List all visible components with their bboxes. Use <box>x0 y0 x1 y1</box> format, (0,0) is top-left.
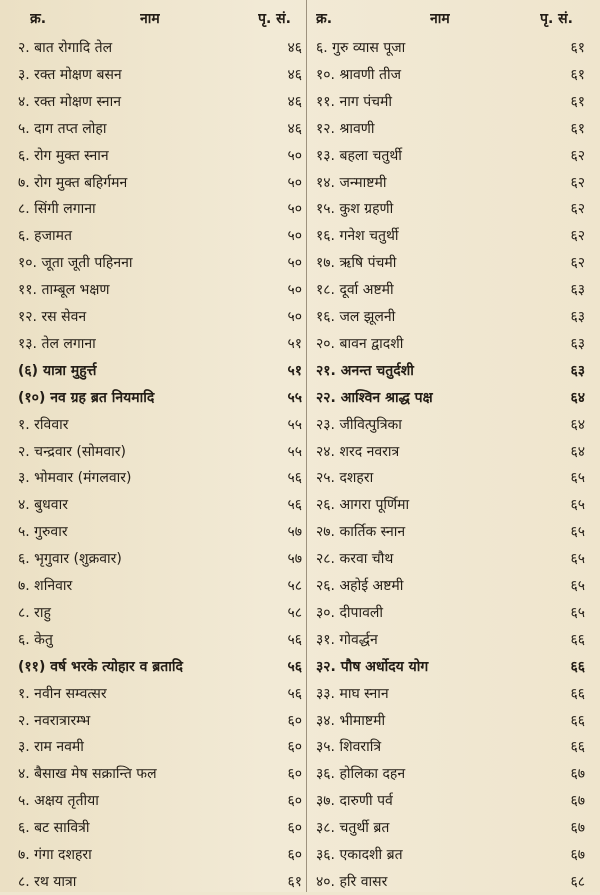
right-entry-name: ३६. होलिका दहन <box>316 766 406 783</box>
left-entry-page: ५० <box>287 309 302 325</box>
right-entry-page: ६५ <box>570 551 585 568</box>
right-entry-name: ४०. हरि वासर <box>316 873 388 890</box>
right-entry-page: ६७ <box>570 793 585 810</box>
left-entry-name: ८. रथ यात्रा <box>18 873 77 890</box>
table-row <box>0 62 600 88</box>
right-entry-name: ३२. पौष अर्धोदय योग <box>316 658 429 675</box>
left-entry-name: २. चन्द्रवार (सोमवार) <box>18 443 126 460</box>
left-entry-page: ६० <box>287 766 302 783</box>
left-entry-name: ४. बैसाख मेष सक्रान्ति फल <box>18 766 157 783</box>
right-entry-name: २५. दशहरा <box>316 470 374 487</box>
right-entry-page: ६५ <box>570 470 585 487</box>
header-prishth-2: पृ. सं. <box>540 11 573 27</box>
right-entry-page: ६६ <box>570 685 585 702</box>
right-entry-page: ६२ <box>570 147 585 164</box>
right-entry-page: ६२ <box>570 255 585 272</box>
right-entry-name: १४. जन्माष्टमी <box>316 174 387 191</box>
right-entry-page: ६७ <box>570 766 585 783</box>
left-entry-name: ८. सिंगी लगाना <box>18 201 96 218</box>
right-entry-page: ६७ <box>570 820 585 837</box>
table-row <box>0 385 600 411</box>
right-entry-name: १८. दूर्वा अष्टमी <box>316 282 394 299</box>
right-entry-page: ६६ <box>570 658 585 675</box>
right-entry-name: १७. ऋषि पंचमी <box>316 255 397 272</box>
left-entry-page: ५१ <box>287 335 302 352</box>
left-entry-name: ३. राम नवमी <box>18 739 84 756</box>
left-entry-page: ५० <box>287 201 302 218</box>
left-entry-page: ५६ <box>287 658 302 675</box>
right-entry-name: २७. कार्तिक स्नान <box>316 524 406 541</box>
table-row <box>0 223 600 249</box>
table-row <box>0 546 600 572</box>
table-row <box>0 465 600 491</box>
right-entry-name: ३७. दारुणी पर्व <box>316 793 393 810</box>
left-entry-name: २. नवरात्रारम्भ <box>18 712 91 729</box>
left-entry-name: १२. रस सेवन <box>18 309 87 325</box>
right-entry-page: ६१ <box>570 93 585 110</box>
right-entry-name: २१. अनन्त चतुर्दशी <box>316 362 414 379</box>
left-entry-name: ५. गुरुवार <box>18 524 68 541</box>
right-entry-page: ६५ <box>570 578 585 594</box>
right-entry-page: ६१ <box>570 120 585 137</box>
table-row <box>0 842 600 868</box>
left-entry-name: १०. जूता जूती पहिनना <box>18 255 133 272</box>
left-entry-name: २. बात रोगादि तेल <box>18 40 113 56</box>
left-entry-page: ५६ <box>287 631 302 648</box>
table-row <box>0 492 600 518</box>
table-row <box>0 358 600 384</box>
right-entry-name: २०. बावन द्वादशी <box>316 335 404 352</box>
left-entry-name: ८. राहु <box>18 604 51 621</box>
left-entry-page: ५८ <box>287 604 302 621</box>
table-row <box>0 869 600 895</box>
table-row <box>0 35 600 61</box>
header-naam: नाम <box>140 11 160 27</box>
right-entry-page: ६६ <box>570 631 585 648</box>
left-entry-name: ६. बट सावित्री <box>18 820 90 837</box>
right-entry-name: २६. अहोई अष्टमी <box>316 578 404 594</box>
right-entry-name: २६. आगरा पूर्णिमा <box>316 497 410 514</box>
left-entry-page: ५८ <box>287 578 302 594</box>
right-entry-page: ६३ <box>570 309 585 325</box>
right-entry-name: १२. श्रावणी <box>316 120 375 137</box>
right-entry-name: १६. गनेश चतुर्थी <box>316 228 399 245</box>
right-entry-name: ३४. भीमाष्टमी <box>316 712 386 729</box>
table-row <box>0 681 600 707</box>
left-entry-name: १. रविवार <box>18 416 69 433</box>
right-entry-page: ६४ <box>570 416 585 433</box>
table-row <box>0 439 600 465</box>
left-entry-page: ६० <box>287 712 302 729</box>
left-entry-page: ५७ <box>287 524 302 541</box>
right-entry-name: २४. शरद नवरात्र <box>316 443 400 460</box>
left-entry-page: ५५ <box>287 416 302 433</box>
right-entry-page: ६८ <box>570 873 585 890</box>
right-entry-page: ६३ <box>570 335 585 352</box>
table-row <box>0 761 600 787</box>
right-entry-name: ६. गुरु व्यास पूजा <box>316 40 406 56</box>
table-row <box>0 654 600 680</box>
left-entry-name: ७. रोग मुक्त बहिर्गमन <box>18 174 128 191</box>
table-row <box>0 627 600 653</box>
table-row <box>0 116 600 142</box>
left-entry-page: ४६ <box>287 93 302 110</box>
right-entry-page: ६१ <box>570 66 585 83</box>
left-entry-page: ५० <box>287 174 302 191</box>
right-entry-name: १३. बहला चतुर्थी <box>316 147 402 164</box>
left-entry-page: ६० <box>287 820 302 837</box>
left-entry-page: ६० <box>287 793 302 810</box>
table-row <box>0 519 600 545</box>
left-entry-name: ३. भोमवार (मंगलवार) <box>18 470 132 487</box>
right-entry-page: ६३ <box>570 362 585 379</box>
right-entry-page: ६५ <box>570 497 585 514</box>
table-row <box>0 788 600 814</box>
left-entry-name: ४. बुधवार <box>18 497 68 514</box>
left-entry-page: ६१ <box>287 873 302 890</box>
left-entry-page: ५० <box>287 255 302 272</box>
right-entry-page: ६४ <box>570 443 585 460</box>
right-entry-page: ६२ <box>570 201 585 218</box>
right-entry-page: ६४ <box>570 389 585 406</box>
header-kra-2: क्र. <box>316 11 333 27</box>
right-entry-page: ६२ <box>570 228 585 245</box>
right-entry-page: ६३ <box>570 282 585 299</box>
table-row <box>0 734 600 760</box>
table-row <box>0 573 600 599</box>
right-entry-name: ३०. दीपावली <box>316 604 384 621</box>
table-row <box>0 143 600 169</box>
left-entry-page: ५६ <box>287 685 302 702</box>
left-entry-name: ३. रक्त मोक्षण बसन <box>18 66 122 83</box>
left-entry-name: १. नवीन सम्वत्सर <box>18 685 107 702</box>
table-row <box>0 600 600 626</box>
right-entry-name: १६. जल झूलनी <box>316 309 396 325</box>
table-row <box>0 304 600 330</box>
right-entry-name: ११. नाग पंचमी <box>316 93 393 110</box>
right-entry-page: ६१ <box>570 40 585 56</box>
left-entry-name: ६. हजामत <box>18 228 72 245</box>
table-row <box>0 331 600 357</box>
table-row <box>0 89 600 115</box>
left-entry-page: ४६ <box>287 120 302 137</box>
header-kra: क्र. <box>30 11 47 27</box>
left-entry-page: ५० <box>287 147 302 164</box>
right-entry-page: ६५ <box>570 524 585 541</box>
left-entry-name: (११) वर्ष भरके त्योहार व ब्रतादि <box>18 658 183 675</box>
left-entry-name: ७. गंगा दशहरा <box>18 847 92 863</box>
left-entry-page: ५० <box>287 282 302 299</box>
left-entry-page: ४६ <box>287 66 302 83</box>
left-entry-page: ५० <box>287 228 302 245</box>
left-entry-page: ५५ <box>287 389 302 406</box>
table-row <box>0 277 600 303</box>
table-row <box>0 196 600 222</box>
right-entry-name: ३१. गोवर्द्धन <box>316 631 378 648</box>
table-row <box>0 815 600 841</box>
left-entry-name: ४. रक्त मोक्षण स्नान <box>18 93 121 110</box>
left-entry-name: १३. तेल लगाना <box>18 335 96 352</box>
table-row <box>0 170 600 196</box>
table-row <box>0 412 600 438</box>
right-entry-page: ६६ <box>570 739 585 756</box>
left-entry-page: ५५ <box>287 443 302 460</box>
right-entry-name: ३८. चतुर्थी ब्रत <box>316 820 390 837</box>
left-entry-name: ६. भृगुवार (शुक्रवार) <box>18 551 122 568</box>
left-entry-name: ६. केतु <box>18 631 53 648</box>
right-entry-name: ३३. माघ स्नान <box>316 685 389 702</box>
left-entry-name: ७. शनिवार <box>18 578 73 594</box>
left-entry-name: ६. रोग मुक्त स्नान <box>18 147 109 164</box>
left-entry-page: ५६ <box>287 497 302 514</box>
left-entry-page: ६० <box>287 847 302 863</box>
header-naam-2: नाम <box>430 11 450 27</box>
right-entry-name: १५. कुश ग्रहणी <box>316 201 394 218</box>
right-entry-page: ६५ <box>570 604 585 621</box>
right-entry-name: ३५. शिवरात्रि <box>316 739 382 756</box>
table-row <box>0 250 600 276</box>
left-entry-name: ५. दाग तप्त लोहा <box>18 120 107 137</box>
right-entry-name: २२. आश्विन श्राद्ध पक्ष <box>316 389 433 406</box>
left-entry-name: (६) यात्रा मुहुर्त्त <box>18 362 97 379</box>
left-entry-page: ५१ <box>287 362 302 379</box>
left-entry-name: (१०) नव ग्रह ब्रत नियमादि <box>18 389 155 406</box>
header-prishth: पृ. सं. <box>258 11 291 27</box>
left-entry-page: ४६ <box>287 40 302 56</box>
left-entry-name: ११. ताम्बूल भक्षण <box>18 282 110 299</box>
left-entry-page: ५६ <box>287 470 302 487</box>
left-entry-page: ६० <box>287 739 302 756</box>
right-entry-name: ३६. एकादशी ब्रत <box>316 847 403 863</box>
right-entry-page: ६६ <box>570 712 585 729</box>
table-header <box>0 6 600 32</box>
right-entry-name: १०. श्रावणी तीज <box>316 66 401 83</box>
left-entry-page: ५७ <box>287 551 302 568</box>
right-entry-page: ६७ <box>570 847 585 863</box>
right-entry-page: ६२ <box>570 174 585 191</box>
left-entry-name: ५. अक्षय तृतीया <box>18 793 99 810</box>
table-row <box>0 708 600 734</box>
right-entry-name: २३. जीवित्पुत्रिका <box>316 416 402 433</box>
right-entry-name: २८. करवा चौथ <box>316 551 394 568</box>
